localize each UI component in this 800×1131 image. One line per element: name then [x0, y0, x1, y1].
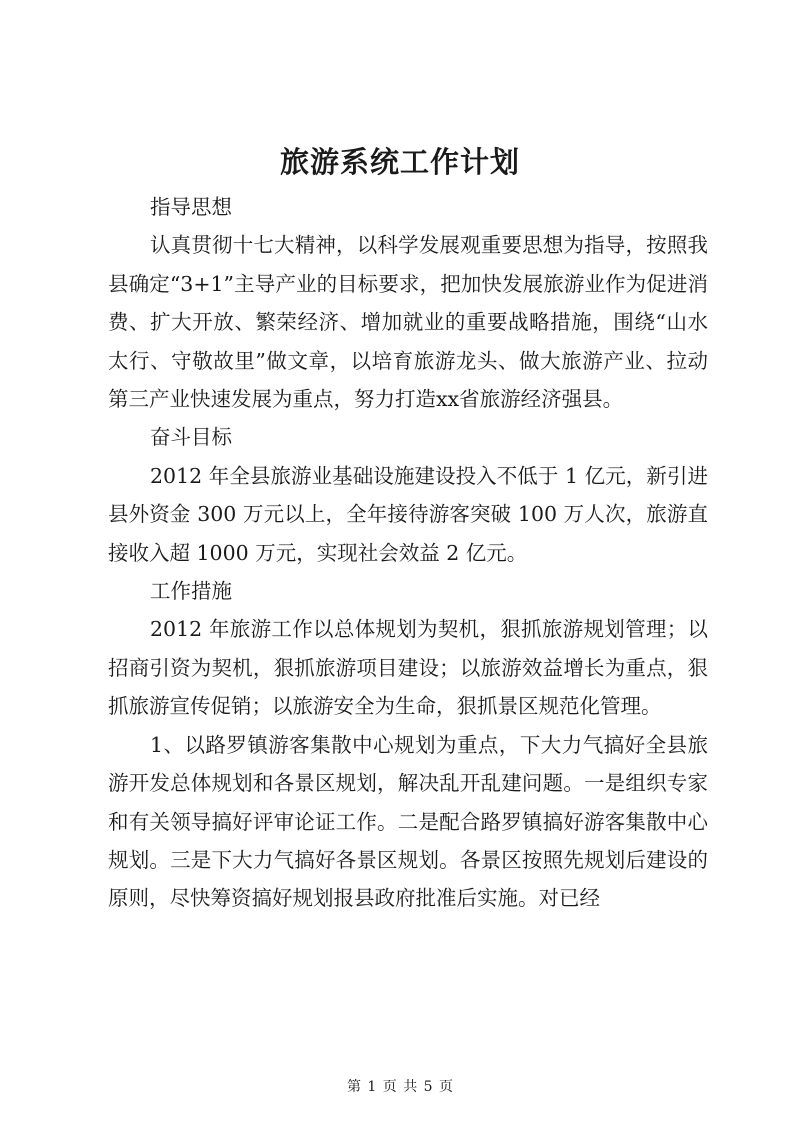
- page-number-footer: 第 1 页 共 5 页: [346, 1079, 454, 1095]
- section-heading: 工作措施: [150, 579, 232, 604]
- paragraph: 2012 年全县旅游业基础设施建设投入不低于 1 亿元，新引进县外资金 300 万元以上，全年接待游客突破 100 万人次，旅游直接收入超 1000 万元，实现社会效益 2 亿元。: [108, 463, 708, 565]
- paragraph: 2012 年旅游工作以总体规划为契机，狠抓旅游规划管理；以招商引资为契机，狠抓旅游项目建设；以旅游效益增长为重点，狠抓旅游宣传促销；以旅游安全为生命，狠抓景区规范化管理。: [108, 617, 708, 719]
- section-guiding-ideology: [108, 188, 708, 418]
- section-heading: 奋斗目标: [150, 425, 232, 450]
- paragraph: 1、以路罗镇游客集散中心规划为重点，下大力气搞好全县旅游开发总体规划和各景区规划，解决乱开乱建问题。一是组织专家和有关领导搞好评审论证工作。二是配合路罗镇搞好游客集散中心规划。三是下大力气搞好各景区规划。各景区按照先规划后建设的原则，尽快筹资搞好规划报县政府批准后实施。对已经: [108, 732, 708, 911]
- paragraph: 认真贯彻十七大精神，以科学发展观重要思想为指导，按照我县确定“3+1”主导产业的目标要求，把加快发展旅游业作为促进消费、扩大开放、繁荣经济、增加就业的重要战略措施，围绕“山水太行、守敬故里”做文章，以培育旅游龙头、做大旅游产业、拉动第三产业快速发展为重点，努力打造xx省旅游经济强县。: [108, 233, 708, 412]
- document-body: [108, 188, 708, 918]
- section-measures: [108, 572, 708, 918]
- document-title: 旅游系统工作计划: [279, 145, 520, 179]
- section-heading: 指导思想: [150, 195, 232, 219]
- section-goals: [108, 418, 708, 572]
